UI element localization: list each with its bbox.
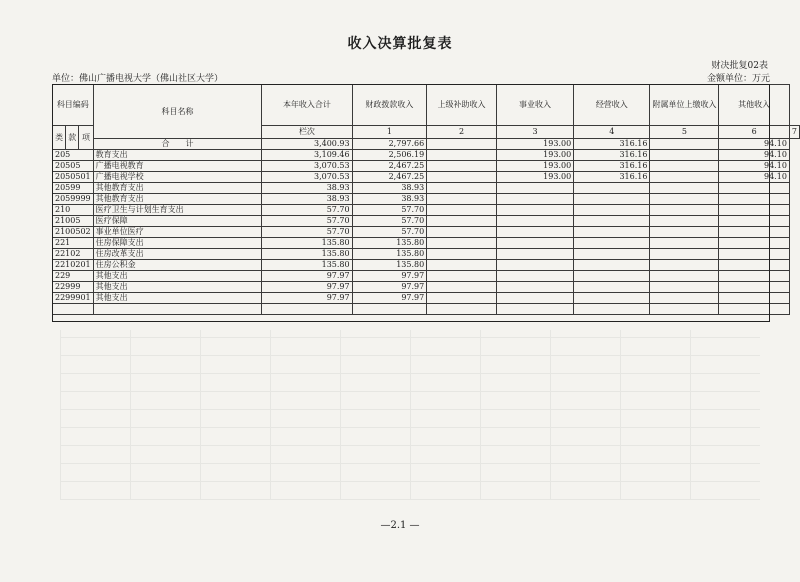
row-col-5 bbox=[574, 183, 650, 194]
row-col-1: 38.93 bbox=[262, 194, 352, 205]
row-col-1: 97.97 bbox=[262, 271, 352, 282]
row-name: 住房保障支出 bbox=[93, 238, 262, 249]
row-name: 其他支出 bbox=[93, 282, 262, 293]
row-code: 20599 bbox=[53, 183, 94, 194]
row-col-5: 316.16 bbox=[574, 161, 650, 172]
row-col-7: 94.10 bbox=[719, 172, 789, 183]
table-row bbox=[53, 260, 800, 271]
row-col-4 bbox=[496, 194, 573, 205]
table-row bbox=[53, 238, 800, 249]
blank-cell bbox=[574, 304, 650, 315]
lanci-num-2: 2 bbox=[427, 126, 497, 139]
row-col-1: 57.70 bbox=[262, 205, 352, 216]
row-col-3 bbox=[427, 282, 497, 293]
table-row bbox=[53, 183, 800, 194]
row-col-1: 97.97 bbox=[262, 282, 352, 293]
header-kuan: 款 bbox=[66, 126, 79, 150]
row-col-5: 316.16 bbox=[574, 172, 650, 183]
table-row bbox=[53, 205, 800, 216]
row-col-7 bbox=[719, 293, 789, 304]
row-col-5 bbox=[574, 194, 650, 205]
lanci-num-5: 5 bbox=[650, 126, 719, 139]
row-col-2: 97.97 bbox=[352, 293, 427, 304]
header-xiang: 项 bbox=[79, 126, 93, 150]
table-row bbox=[53, 161, 800, 172]
table-row bbox=[53, 216, 800, 227]
row-col-6 bbox=[650, 161, 719, 172]
row-col-7 bbox=[719, 271, 789, 282]
row-col-4: 193.00 bbox=[496, 150, 573, 161]
row-name: 教育支出 bbox=[93, 150, 262, 161]
row-col-6 bbox=[650, 216, 719, 227]
row-col-3 bbox=[427, 216, 497, 227]
row-name: 广播电视学校 bbox=[93, 172, 262, 183]
row-col-6 bbox=[650, 183, 719, 194]
total-label: 合 计 bbox=[93, 139, 262, 150]
row-col-2: 2,467.25 bbox=[352, 172, 427, 183]
table-row bbox=[53, 172, 800, 183]
lanci-num-3: 3 bbox=[496, 126, 573, 139]
header-col-5: 经营收入 bbox=[574, 85, 650, 126]
row-code: 2050501 bbox=[53, 172, 94, 183]
row-col-1: 3,109.46 bbox=[262, 150, 352, 161]
row-col-2: 57.70 bbox=[352, 205, 427, 216]
row-col-5 bbox=[574, 249, 650, 260]
row-name: 住房公积金 bbox=[93, 260, 262, 271]
row-col-1: 135.80 bbox=[262, 249, 352, 260]
page-title: 收入决算批复表 bbox=[347, 36, 453, 52]
table-row bbox=[53, 227, 800, 238]
row-code: 221 bbox=[53, 238, 94, 249]
lanci-label: 栏次 bbox=[262, 126, 352, 139]
blank-cell bbox=[427, 304, 497, 315]
total-col-5: 316.16 bbox=[574, 139, 650, 150]
row-col-3 bbox=[427, 150, 497, 161]
row-col-6 bbox=[650, 227, 719, 238]
row-col-7 bbox=[719, 249, 789, 260]
row-col-4 bbox=[496, 216, 573, 227]
row-col-1: 97.97 bbox=[262, 293, 352, 304]
row-name: 医疗卫生与计划生育支出 bbox=[93, 205, 262, 216]
blank-cell bbox=[352, 304, 427, 315]
row-col-2: 135.80 bbox=[352, 260, 427, 271]
row-col-7 bbox=[719, 260, 789, 271]
row-col-3 bbox=[427, 293, 497, 304]
row-col-2: 97.97 bbox=[352, 282, 427, 293]
row-col-5 bbox=[574, 205, 650, 216]
header-code: 科目编码 bbox=[53, 85, 94, 126]
row-code: 22999 bbox=[53, 282, 94, 293]
row-code: 210 bbox=[53, 205, 94, 216]
row-code: 20505 bbox=[53, 161, 94, 172]
row-code: 2299901 bbox=[53, 293, 94, 304]
row-col-6 bbox=[650, 271, 719, 282]
blank-cell bbox=[262, 304, 352, 315]
header-col-3: 上级补助收入 bbox=[427, 85, 497, 126]
row-col-1: 135.80 bbox=[262, 260, 352, 271]
row-col-3 bbox=[427, 194, 497, 205]
lanci-num-7: 7 bbox=[789, 126, 799, 139]
row-col-1: 38.93 bbox=[262, 183, 352, 194]
row-col-4: 193.00 bbox=[496, 172, 573, 183]
amount-unit-label: 金额单位：万元 bbox=[706, 74, 770, 84]
row-col-5 bbox=[574, 260, 650, 271]
row-code: 21005 bbox=[53, 216, 94, 227]
row-col-7 bbox=[719, 216, 789, 227]
row-col-7 bbox=[719, 194, 789, 205]
row-col-6 bbox=[650, 282, 719, 293]
row-col-1: 57.70 bbox=[262, 227, 352, 238]
row-col-5 bbox=[574, 282, 650, 293]
total-col-2: 2,797.66 bbox=[352, 139, 427, 150]
row-name: 广播电视教育 bbox=[93, 161, 262, 172]
lanci-num-1: 1 bbox=[352, 126, 427, 139]
header-col-2: 财政拨款收入 bbox=[352, 85, 427, 126]
table-row bbox=[53, 150, 800, 161]
bleed-through-grid bbox=[60, 330, 760, 500]
total-row bbox=[53, 139, 800, 150]
row-col-3 bbox=[427, 271, 497, 282]
header-col-4: 事业收入 bbox=[496, 85, 573, 126]
form-code: 财决批复02表 bbox=[711, 61, 768, 71]
row-name: 其他支出 bbox=[93, 293, 262, 304]
row-col-3 bbox=[427, 183, 497, 194]
row-code: 2210201 bbox=[53, 260, 94, 271]
lanci-num-4: 4 bbox=[574, 126, 650, 139]
row-col-7 bbox=[719, 227, 789, 238]
row-col-6 bbox=[650, 172, 719, 183]
row-col-3 bbox=[427, 260, 497, 271]
header-row bbox=[53, 85, 800, 126]
header-col-7: 其他收入 bbox=[719, 85, 789, 126]
blank-cell bbox=[93, 304, 262, 315]
row-col-3 bbox=[427, 238, 497, 249]
row-col-5 bbox=[574, 227, 650, 238]
header-col-1: 本年收入合计 bbox=[262, 85, 352, 126]
blank-cell bbox=[496, 304, 573, 315]
blank-cell bbox=[719, 304, 789, 315]
row-col-6 bbox=[650, 293, 719, 304]
row-col-3 bbox=[427, 205, 497, 216]
row-col-2: 135.80 bbox=[352, 238, 427, 249]
row-col-2: 57.70 bbox=[352, 216, 427, 227]
row-code: 229 bbox=[53, 271, 94, 282]
row-col-4 bbox=[496, 238, 573, 249]
row-col-1: 135.80 bbox=[262, 238, 352, 249]
row-col-5 bbox=[574, 216, 650, 227]
row-col-1: 3,070.53 bbox=[262, 172, 352, 183]
row-col-5 bbox=[574, 238, 650, 249]
table-row bbox=[53, 282, 800, 293]
table-row bbox=[53, 293, 800, 304]
total-col-6 bbox=[650, 139, 719, 150]
row-col-6 bbox=[650, 238, 719, 249]
row-col-6 bbox=[650, 260, 719, 271]
row-col-2: 135.80 bbox=[352, 249, 427, 260]
total-col-7: 94.10 bbox=[719, 139, 789, 150]
row-col-3 bbox=[427, 172, 497, 183]
unit-row bbox=[52, 71, 770, 83]
row-name: 事业单位医疗 bbox=[93, 227, 262, 238]
row-col-7 bbox=[719, 183, 789, 194]
row-col-6 bbox=[650, 150, 719, 161]
row-col-7: 94.10 bbox=[719, 150, 789, 161]
row-code: 205 bbox=[53, 150, 94, 161]
blank-cell bbox=[650, 304, 719, 315]
row-col-2: 97.97 bbox=[352, 271, 427, 282]
row-col-2: 57.70 bbox=[352, 227, 427, 238]
page-number: —2.1 — bbox=[380, 520, 420, 531]
row-col-2: 2,506.19 bbox=[352, 150, 427, 161]
header-name: 科目名称 bbox=[93, 85, 262, 139]
row-name: 住房改革支出 bbox=[93, 249, 262, 260]
row-col-3 bbox=[427, 249, 497, 260]
row-col-5 bbox=[574, 271, 650, 282]
row-col-7 bbox=[719, 282, 789, 293]
header-col-6: 附属单位上缴收入 bbox=[650, 85, 719, 126]
row-col-7 bbox=[719, 205, 789, 216]
row-col-4 bbox=[496, 249, 573, 260]
row-name: 其他教育支出 bbox=[93, 194, 262, 205]
row-col-6 bbox=[650, 249, 719, 260]
row-col-7 bbox=[719, 238, 789, 249]
row-col-2: 2,467.25 bbox=[352, 161, 427, 172]
row-col-4 bbox=[496, 271, 573, 282]
row-col-4 bbox=[496, 205, 573, 216]
row-col-4 bbox=[496, 183, 573, 194]
unit-label: 单位：佛山广播电视大学（佛山社区大学） bbox=[52, 74, 224, 84]
row-col-6 bbox=[650, 194, 719, 205]
row-col-3 bbox=[427, 161, 497, 172]
row-code: 2100502 bbox=[53, 227, 94, 238]
row-name: 其他支出 bbox=[93, 271, 262, 282]
lanci-num-6: 6 bbox=[719, 126, 789, 139]
row-col-4 bbox=[496, 282, 573, 293]
row-col-4 bbox=[496, 293, 573, 304]
row-name: 医疗保障 bbox=[93, 216, 262, 227]
total-col-1: 3,400.93 bbox=[262, 139, 352, 150]
row-col-3 bbox=[427, 227, 497, 238]
row-col-4 bbox=[496, 260, 573, 271]
row-col-4: 193.00 bbox=[496, 161, 573, 172]
blank-row bbox=[53, 304, 800, 315]
row-col-1: 57.70 bbox=[262, 216, 352, 227]
row-name: 其他教育支出 bbox=[93, 183, 262, 194]
row-code: 2059999 bbox=[53, 194, 94, 205]
table-row bbox=[53, 249, 800, 260]
total-col-3 bbox=[427, 139, 497, 150]
row-col-5: 316.16 bbox=[574, 150, 650, 161]
header-lei: 类 bbox=[53, 126, 66, 150]
row-col-7: 94.10 bbox=[719, 161, 789, 172]
row-col-1: 3,070.53 bbox=[262, 161, 352, 172]
total-col-4: 193.00 bbox=[496, 139, 573, 150]
row-col-5 bbox=[574, 293, 650, 304]
table-row bbox=[53, 194, 800, 205]
row-col-4 bbox=[496, 227, 573, 238]
income-approval-table bbox=[52, 84, 800, 315]
blank-cell bbox=[53, 304, 94, 315]
row-code: 22102 bbox=[53, 249, 94, 260]
table-row bbox=[53, 271, 800, 282]
row-col-2: 38.93 bbox=[352, 194, 427, 205]
row-col-6 bbox=[650, 205, 719, 216]
row-col-2: 38.93 bbox=[352, 183, 427, 194]
